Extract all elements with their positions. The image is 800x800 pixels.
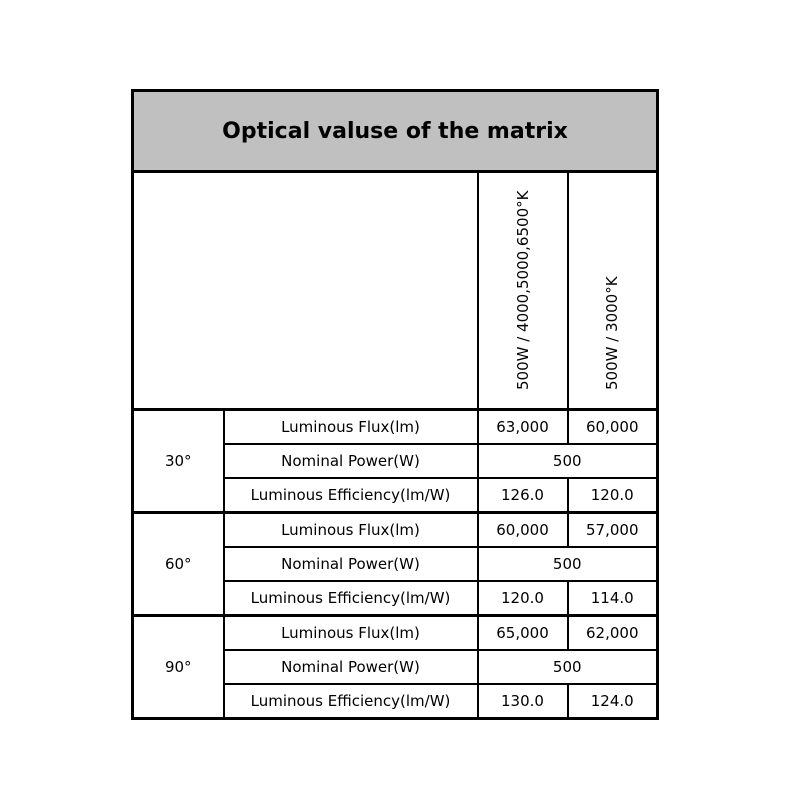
row-label: Luminous Efficiency(lm/W): [224, 581, 478, 616]
table-title: Optical valuse of the matrix: [133, 91, 658, 172]
row-label: Nominal Power(W): [224, 444, 478, 478]
value-cell: 120.0: [568, 478, 658, 513]
value-cell: 126.0: [478, 478, 568, 513]
row-label: Luminous Flux(lm): [224, 616, 478, 651]
value-cell: 57,000: [568, 513, 658, 548]
value-cell: 500: [478, 444, 658, 478]
value-cell: 500: [478, 547, 658, 581]
column-header-3000k: [568, 172, 658, 410]
column-header-4000-6500k: [478, 172, 568, 410]
column-header-label: 500W / 3000°K: [603, 276, 622, 390]
value-cell: 124.0: [568, 684, 658, 719]
table-row: [133, 616, 658, 651]
value-cell: 65,000: [478, 616, 568, 651]
table-row: [133, 410, 658, 445]
value-cell: 130.0: [478, 684, 568, 719]
row-label: Luminous Efficiency(lm/W): [224, 478, 478, 513]
value-cell: 60,000: [568, 410, 658, 445]
value-cell: 60,000: [478, 513, 568, 548]
row-label: Luminous Flux(lm): [224, 513, 478, 548]
table-row: [133, 513, 658, 548]
optical-values-table: [131, 89, 659, 720]
value-cell: 62,000: [568, 616, 658, 651]
header-blank-cell: [133, 172, 478, 410]
column-header-label: 500W / 4000,5000,6500°K: [513, 190, 532, 390]
value-cell: 63,000: [478, 410, 568, 445]
row-label: Nominal Power(W): [224, 547, 478, 581]
value-cell: 500: [478, 650, 658, 684]
row-label: Luminous Efficiency(lm/W): [224, 684, 478, 719]
angle-cell: 30°: [133, 410, 224, 513]
value-cell: 120.0: [478, 581, 568, 616]
row-label: Luminous Flux(lm): [224, 410, 478, 445]
angle-cell: 60°: [133, 513, 224, 616]
angle-cell: 90°: [133, 616, 224, 719]
value-cell: 114.0: [568, 581, 658, 616]
row-label: Nominal Power(W): [224, 650, 478, 684]
